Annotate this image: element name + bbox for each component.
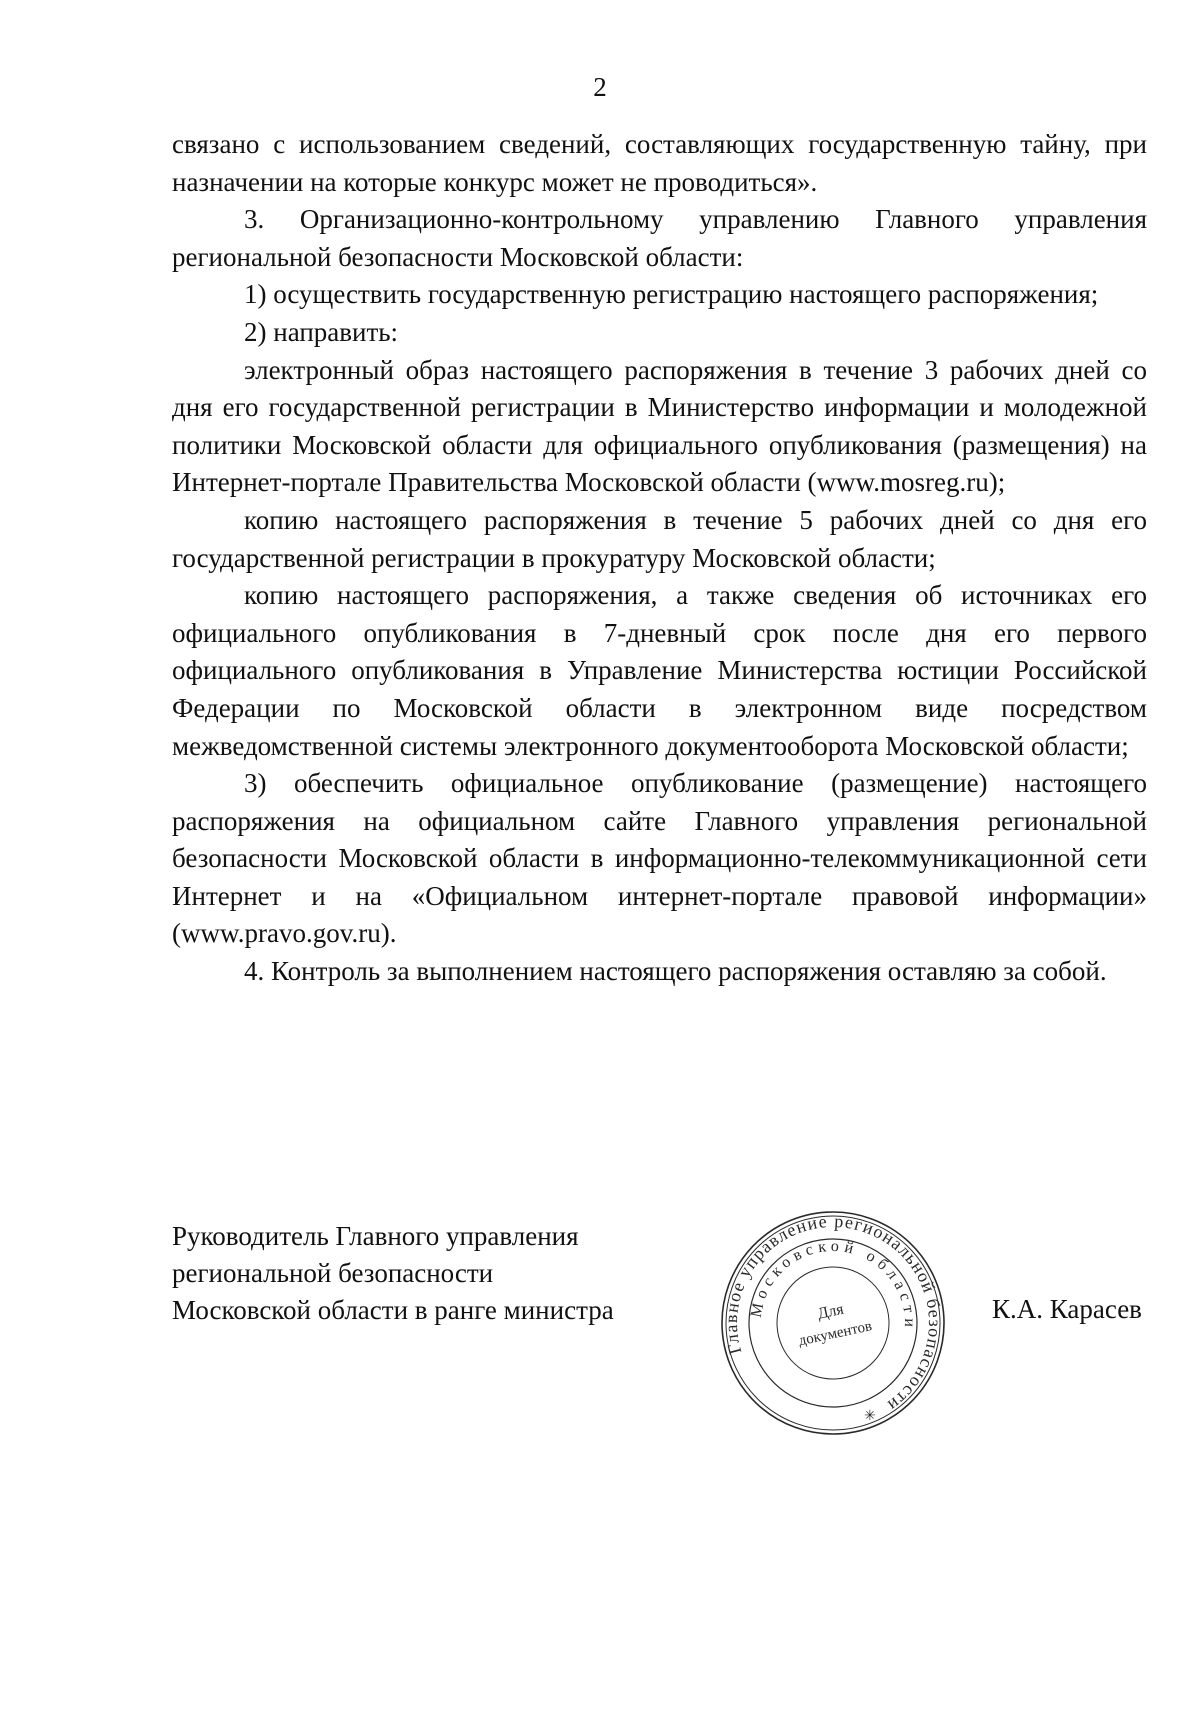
- signer-position-line: Руководитель Главного управления: [172, 1221, 579, 1251]
- paragraph-copy-prosecutor: копию настоящего распоряжения в течение 5 рабочих дней со дня его государственной регистрации в прокуратуру Московской области;: [172, 504, 1147, 573]
- paragraph-item-3: 3. Организационно-контрольному управлению Главного управления региональной безопасности Московской области:: [172, 204, 1147, 272]
- seal-outer-text: Главное управление региональной безопасности: [720, 1210, 946, 1417]
- paragraph-item-4: 4. Контроль за выполнением настоящего распоряжения оставляю за собой.: [244, 956, 1107, 987]
- seal-center-line-2: документов: [797, 1318, 874, 1350]
- paragraph-electronic-image: электронный образ настоящего распоряжения в течение 3 рабочих дней со дня его государственной регистрации в Министерство информации и молодежной политики Московской области для официального опубликования (размещения) на Интернет-портале Правительства Московской области (www.mosreg.ru);: [172, 354, 1147, 498]
- seal-star-icon: ✳: [864, 1408, 876, 1424]
- signer-position-line: Московской области в ранге министра: [172, 1295, 614, 1325]
- official-seal: [718, 1208, 948, 1438]
- signer-position-line: региональной безопасности: [172, 1258, 494, 1288]
- seal-middle-text: Московской области: [747, 1237, 919, 1333]
- paragraph-continuation: связано с использованием сведений, составляющих государственную тайну, при назначении на которые конкурс может не проводиться».: [172, 129, 1147, 197]
- signer-name: К.А. Карасев: [992, 1294, 1142, 1324]
- document-body: [172, 126, 1147, 991]
- paragraph-subitem-2: 2) направить:: [244, 316, 399, 347]
- paragraph-subitem-1: 1) осуществить государственную регистрацию настоящего распоряжения;: [244, 279, 1099, 310]
- paragraph-subitem-3: 3) обеспечить официальное опубликование (размещение) настоящего распоряжения на официальном сайте Главного управления региональной безопасности Московской области в информационно-телекоммуникационной сети Интернет и на «Официальном интернет-портале правовой информации» (www.pravo.gov.ru).: [172, 768, 1147, 949]
- seal-center-line-1: Для: [815, 1300, 846, 1323]
- page-number: 2: [593, 72, 607, 102]
- paragraph-copy-justice: копию настоящего распоряжения, а также сведения об источниках его официального опубликования в 7-дневный срок после дня его первого официального опубликования в Управление Министерства юстиции Российской Федерации по Московской области в электронном виде посредством межведомственной системы электронного документооборота Московской области;: [172, 580, 1147, 761]
- signer-position: [172, 1218, 652, 1329]
